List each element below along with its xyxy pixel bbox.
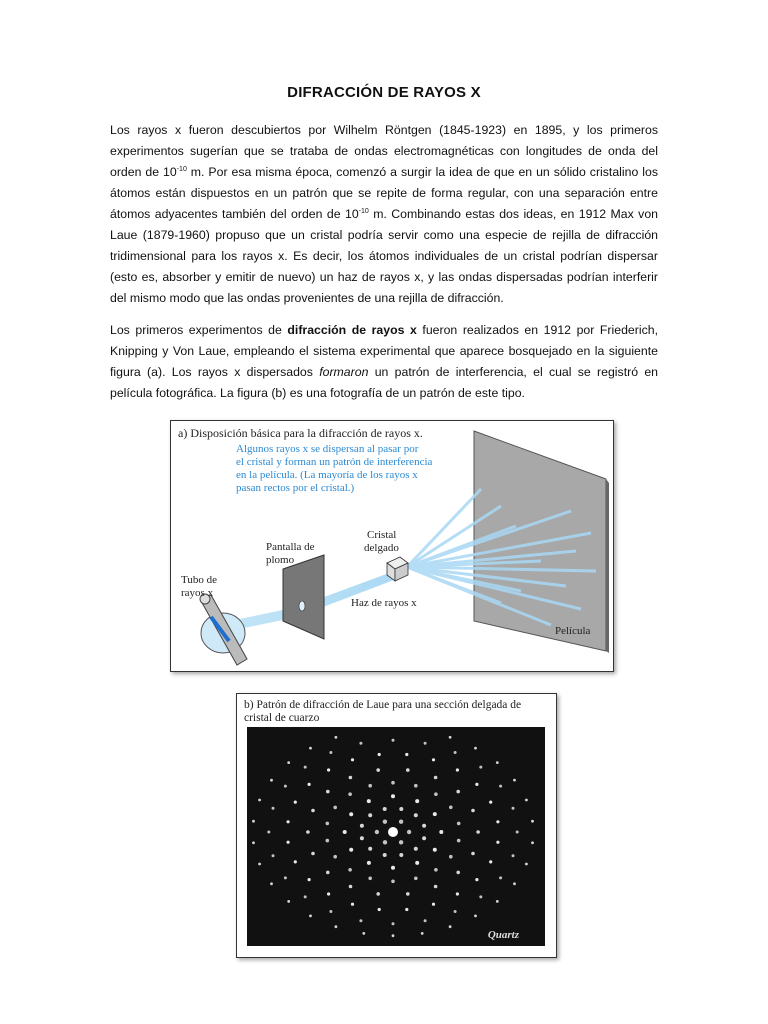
quartz-label: Quartz — [487, 929, 519, 941]
diffraction-spot — [383, 820, 387, 824]
diffraction-spot — [475, 783, 478, 786]
label-screen-1: Pantalla de — [266, 541, 315, 553]
diffraction-spot — [376, 892, 380, 896]
diffraction-spot — [326, 839, 330, 843]
diffraction-spot — [499, 876, 502, 879]
diffraction-spot — [272, 807, 275, 810]
diffraction-spot — [512, 854, 515, 857]
diffraction-spot — [475, 878, 478, 881]
diffraction-spot — [270, 779, 273, 782]
diffraction-spot — [496, 900, 499, 903]
diffraction-spot — [349, 885, 353, 889]
figure-a-setup — [170, 420, 614, 672]
figure-b-caption-2: cristal de cuarzo — [244, 712, 320, 724]
figure-b-laue-pattern — [236, 693, 557, 958]
diffraction-spot — [496, 820, 499, 823]
diffraction-spot — [287, 841, 290, 844]
diffraction-spot — [287, 820, 290, 823]
diffraction-spot — [348, 792, 352, 796]
diffraction-spot — [531, 841, 534, 844]
diffraction-spot — [422, 824, 426, 828]
diffraction-spot — [349, 848, 353, 852]
laue-spots — [247, 727, 545, 946]
diffraction-spot — [456, 790, 460, 794]
diffraction-spot — [496, 761, 499, 764]
diffraction-spot — [454, 751, 457, 754]
text-run: Los rayos x fueron descubiertos por Wilhelm Röntgen (1845-1923) en 1895, y los primeros experimentos sugerían que se trataba de ondas electromagnéticas con longitudes de onda del orden de 10 — [110, 123, 658, 179]
diffraction-spot — [391, 866, 395, 870]
diffraction-spot — [326, 790, 330, 794]
diffraction-spot — [308, 878, 311, 881]
diffraction-spot — [391, 781, 395, 785]
diffraction-spot — [348, 868, 352, 872]
xray-tube — [200, 594, 247, 665]
diffraction-spot — [525, 799, 528, 802]
label-beam: Haz de rayos x — [351, 597, 417, 609]
diffraction-spot — [284, 876, 287, 879]
diffraction-spot — [449, 736, 452, 739]
diffraction-spot — [531, 820, 534, 823]
diffraction-spot — [327, 892, 330, 895]
diffraction-spot — [457, 839, 461, 843]
diffraction-spot — [392, 922, 395, 925]
diffraction-spot — [272, 854, 275, 857]
superscript: -10 — [176, 166, 187, 173]
diffraction-spot — [449, 855, 453, 859]
bold-term: difracción de rayos x — [287, 323, 417, 337]
figure-a-note-4: pasan rectos por el cristal.) — [236, 482, 355, 494]
diffraction-spot — [471, 852, 475, 856]
diffraction-spot — [329, 751, 332, 754]
diffraction-spot — [270, 882, 273, 885]
diffraction-spot — [391, 794, 395, 798]
diffraction-spot — [525, 863, 528, 866]
figure-a-caption: a) Disposición básica para la difracción de rayos x. — [178, 426, 423, 440]
diffraction-spot — [362, 932, 365, 935]
diffraction-spot — [306, 830, 310, 834]
diffraction-spot — [378, 908, 381, 911]
figure-a-note-3: en la película. (La mayoría de los rayos x — [236, 469, 418, 481]
label-crystal-2: delgado — [364, 542, 399, 554]
diffraction-spot — [252, 820, 255, 823]
diffraction-spot — [378, 753, 381, 756]
text-run: Los primeros experimentos de — [110, 323, 288, 337]
diffraction-spot — [516, 831, 519, 834]
diffraction-spot — [432, 758, 435, 761]
diffraction-spot — [513, 779, 516, 782]
diffraction-spot — [368, 813, 372, 817]
label-screen-2: plomo — [266, 554, 295, 566]
diffraction-spot — [368, 877, 372, 881]
diffraction-spot — [335, 925, 338, 928]
diffraction-spot — [368, 847, 372, 851]
diffraction-spot — [392, 934, 395, 937]
page-title: DIFRACCIÓN DE RAYOS X — [287, 84, 481, 101]
diffraction-spot — [424, 742, 427, 745]
diffraction-spot — [399, 853, 403, 857]
diffraction-spot — [368, 784, 372, 788]
diffraction-spot — [399, 840, 403, 844]
diffraction-spot — [304, 766, 307, 769]
diffraction-spot — [434, 885, 438, 889]
diffraction-spot — [424, 919, 427, 922]
diffraction-spot — [367, 799, 371, 803]
diffraction-spot — [258, 863, 261, 866]
diffraction-spot — [414, 877, 418, 881]
diffraction-spot — [349, 812, 353, 816]
diffraction-spot — [383, 840, 387, 844]
diffraction-spot — [434, 868, 438, 872]
label-tube-1: Tubo de — [181, 574, 217, 586]
diffraction-spot — [406, 768, 410, 772]
diffraction-spot — [414, 847, 418, 851]
diffraction-spot — [308, 783, 311, 786]
diffraction-spot — [476, 830, 480, 834]
diffraction-spot — [479, 895, 482, 898]
diffraction-spot — [258, 799, 261, 802]
diffraction-spot — [327, 768, 330, 771]
diffraction-spot — [326, 822, 330, 826]
figure-a-note-1: Algunos rayos x se dispersan al pasar por — [236, 443, 419, 455]
diffraction-spot — [439, 830, 443, 834]
diffraction-spot — [496, 841, 499, 844]
diffraction-spot — [489, 860, 492, 863]
label-tube-2: rayos x — [181, 587, 214, 599]
superscript: -10 — [358, 208, 369, 215]
diffraction-spot — [406, 892, 410, 896]
diffraction-spot — [267, 831, 270, 834]
diffraction-spot — [383, 807, 387, 811]
diffraction-spot — [456, 892, 459, 895]
diffraction-spot — [388, 827, 398, 837]
diffraction-spot — [375, 830, 379, 834]
figure-b-caption-1: b) Patrón de difracción de Laue para una sección delgada de — [244, 699, 522, 711]
diffraction-spot — [474, 915, 477, 918]
diffraction-spot — [399, 807, 403, 811]
diffraction-spot — [333, 806, 337, 810]
diffraction-spot — [422, 836, 426, 840]
diffraction-spot — [415, 799, 419, 803]
diffraction-spot — [294, 860, 297, 863]
diffraction-spot — [351, 903, 354, 906]
diffraction-spot — [479, 766, 482, 769]
diffraction-spot — [414, 784, 418, 788]
diffraction-spot — [349, 776, 353, 780]
diffraction-spot — [392, 739, 395, 742]
diffraction-spot — [333, 855, 337, 859]
diffraction-spot — [414, 813, 418, 817]
diffraction-spot — [391, 880, 395, 884]
diffraction-spot — [449, 806, 453, 810]
paragraph-intro — [110, 120, 658, 309]
diffraction-spot — [376, 768, 380, 772]
text-run: fueron realizados en 1912 por Friederich, Knipping y Von Laue, empleando el sistema experimental que aparece bosquejado en la siguiente figura (a). Los rayos x dispersados — [110, 323, 658, 379]
diffraction-spot — [405, 908, 408, 911]
diffraction-spot — [252, 841, 255, 844]
diffraction-spot — [294, 801, 297, 804]
film-edge — [606, 479, 609, 653]
diffraction-spot — [287, 900, 290, 903]
diffraction-spot — [359, 742, 362, 745]
diffraction-spot — [433, 812, 437, 816]
diffraction-spot — [433, 848, 437, 852]
diffraction-spot — [309, 747, 312, 750]
thin-crystal — [387, 557, 408, 581]
text-run: un patrón de interferencia, el cual se registró en película fotográfica. La figura (b) es una fotografía de un patrón de este tipo. — [110, 365, 658, 400]
diffraction-spot — [449, 925, 452, 928]
diffraction-spot — [432, 903, 435, 906]
diffraction-spot — [456, 768, 459, 771]
diffraction-spot — [311, 809, 315, 813]
diffraction-spot — [407, 830, 411, 834]
diffraction-spot — [499, 785, 502, 788]
text-run: m. Por esa misma época, comenzó a surgir la idea de que en un sólido cristalino los átomos están dispuestos en un patrón que se repite de forma regular, con una separación entre átomos adyacentes también del orden de 10 — [110, 165, 658, 221]
diffraction-spot — [434, 792, 438, 796]
diffraction-spot — [383, 853, 387, 857]
diffraction-spot — [513, 882, 516, 885]
diffraction-spot — [415, 861, 419, 865]
diffraction-spot — [343, 830, 347, 834]
diffraction-spot — [471, 809, 475, 813]
diffraction-spot — [399, 820, 403, 824]
diffraction-spot — [421, 932, 424, 935]
diffraction-spot — [360, 836, 364, 840]
diffraction-spot — [457, 822, 461, 826]
text-run: m. Combinando estas dos ideas, en 1912 Max von Laue (1879-1960) propuso que un cristal podría servir como una especie de rejilla de difracción tridimensional para los rayos x. Es decir, los átomos individuales de un cristal podrían dispersar (esto es, absorber y emitir de nuevo) un haz de rayos x, y las ondas dispersadas podrían interferir del mismo modo que las ondas provenientes de una rejilla de difracción. — [110, 207, 658, 305]
diffraction-spot — [287, 761, 290, 764]
diffraction-spot — [351, 758, 354, 761]
diffraction-spot — [326, 871, 330, 875]
diffraction-spot — [454, 910, 457, 913]
diffraction-spot — [474, 747, 477, 750]
diffraction-spot — [329, 910, 332, 913]
diffraction-spot — [309, 915, 312, 918]
laue-photograph — [247, 727, 545, 946]
paragraph-experiments — [110, 320, 658, 404]
diffraction-spot — [335, 736, 338, 739]
diffraction-spot — [311, 852, 315, 856]
italic-term: formaron — [319, 365, 369, 379]
diffraction-spot — [434, 776, 438, 780]
label-film: Película — [555, 625, 591, 637]
diffraction-spot — [284, 785, 287, 788]
label-crystal-1: Cristal — [367, 529, 397, 541]
diffraction-spot — [367, 861, 371, 865]
diffraction-spot — [405, 753, 408, 756]
diffraction-spot — [456, 871, 460, 875]
diffraction-spot — [359, 919, 362, 922]
diffraction-spot — [360, 824, 364, 828]
lead-screen — [283, 555, 324, 639]
diffraction-spot — [489, 801, 492, 804]
screen-hole — [299, 601, 305, 611]
diffraction-spot — [304, 895, 307, 898]
diffraction-spot — [512, 807, 515, 810]
figure-a-note-2: el cristal y forman un patrón de interferencia — [236, 456, 433, 468]
